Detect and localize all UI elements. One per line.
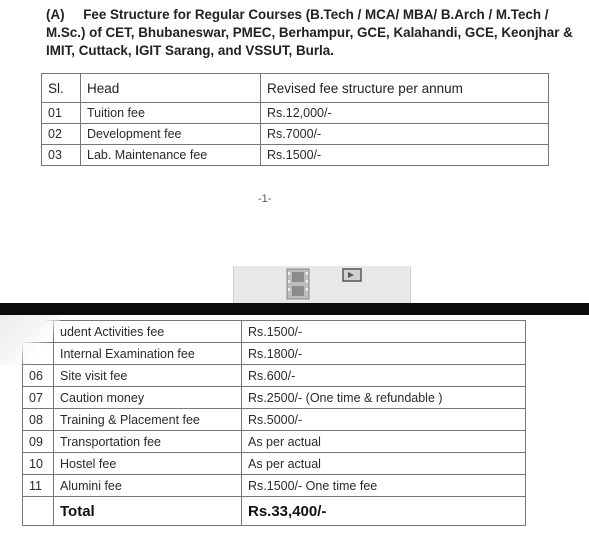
cell-fee: Rs.1800/- (242, 343, 526, 365)
column-header-fee: Revised fee structure per annum (261, 74, 549, 103)
table-row (23, 321, 526, 343)
table-row (23, 387, 526, 409)
torn-corner (0, 315, 60, 365)
cell-fee: Rs.5000/- (242, 409, 526, 431)
cell-fee: Rs.1500/- (242, 321, 526, 343)
table-row (42, 145, 549, 166)
fee-table-part-1 (41, 73, 549, 166)
column-header-sl: Sl. (42, 74, 81, 103)
cell-sl: 11 (23, 475, 54, 497)
table-row (23, 453, 526, 475)
cell-head: Training & Placement fee (54, 409, 242, 431)
cell-fee: Rs.600/- (242, 365, 526, 387)
cell-sl: 03 (42, 145, 81, 166)
cell-fee: Rs.12,000/- (261, 103, 549, 124)
fee-table-part-2 (22, 320, 526, 526)
page-number: -1- (258, 193, 272, 205)
cell-head: udent Activities fee (54, 321, 242, 343)
cell-head: Tuition fee (81, 103, 261, 124)
table-row (42, 124, 549, 145)
scan-overlay-strip (233, 266, 411, 303)
film-strip-icon (286, 268, 310, 300)
cell-fee: As per actual (242, 431, 526, 453)
cell-head: Lab. Maintenance fee (81, 145, 261, 166)
table-row (23, 431, 526, 453)
table-row (23, 365, 526, 387)
cell-fee: As per actual (242, 453, 526, 475)
table-header-row (42, 74, 549, 103)
cell-sl: 08 (23, 409, 54, 431)
cell-sl: 06 (23, 365, 54, 387)
document-page-2 (0, 315, 589, 554)
cell-sl: 09 (23, 431, 54, 453)
total-row (23, 497, 526, 526)
table-row (23, 343, 526, 365)
table-row (23, 409, 526, 431)
fee-structure-heading (46, 6, 586, 60)
total-label: Total (54, 497, 242, 526)
cell-sl: 07 (23, 387, 54, 409)
total-amount: Rs.33,400/- (242, 497, 526, 526)
table-row (23, 475, 526, 497)
cell-head: Site visit fee (54, 365, 242, 387)
cell-fee: Rs.7000/- (261, 124, 549, 145)
cell-sl (23, 497, 54, 526)
column-header-head: Head (81, 74, 261, 103)
cell-head: Alumini fee (54, 475, 242, 497)
cell-sl: 10 (23, 453, 54, 475)
cell-fee: Rs.2500/- (One time & refundable ) (242, 387, 526, 409)
heading-text: Fee Structure for Regular Courses (B.Tech / MCA/ MBA/ B.Arch / M.Tech / M.Sc.) of CET, Bhubaneswar, PMEC, Berhampur, GCE, Kalahandi, GCE, Keonjhar & IMIT, Cuttack, IGIT Sarang, and VSSUT, Burla. (46, 7, 573, 58)
screenshot-icon (342, 268, 362, 282)
section-label: (A) (46, 7, 65, 22)
cell-head: Transportation fee (54, 431, 242, 453)
cell-head: Internal Examination fee (54, 343, 242, 365)
table-row (42, 103, 549, 124)
page-divider-bar (0, 303, 589, 315)
cell-head: Caution money (54, 387, 242, 409)
cell-fee: Rs.1500/- One time fee (242, 475, 526, 497)
cell-fee: Rs.1500/- (261, 145, 549, 166)
cell-sl: 01 (42, 103, 81, 124)
cell-head: Hostel fee (54, 453, 242, 475)
cell-sl: 02 (42, 124, 81, 145)
cell-head: Development fee (81, 124, 261, 145)
